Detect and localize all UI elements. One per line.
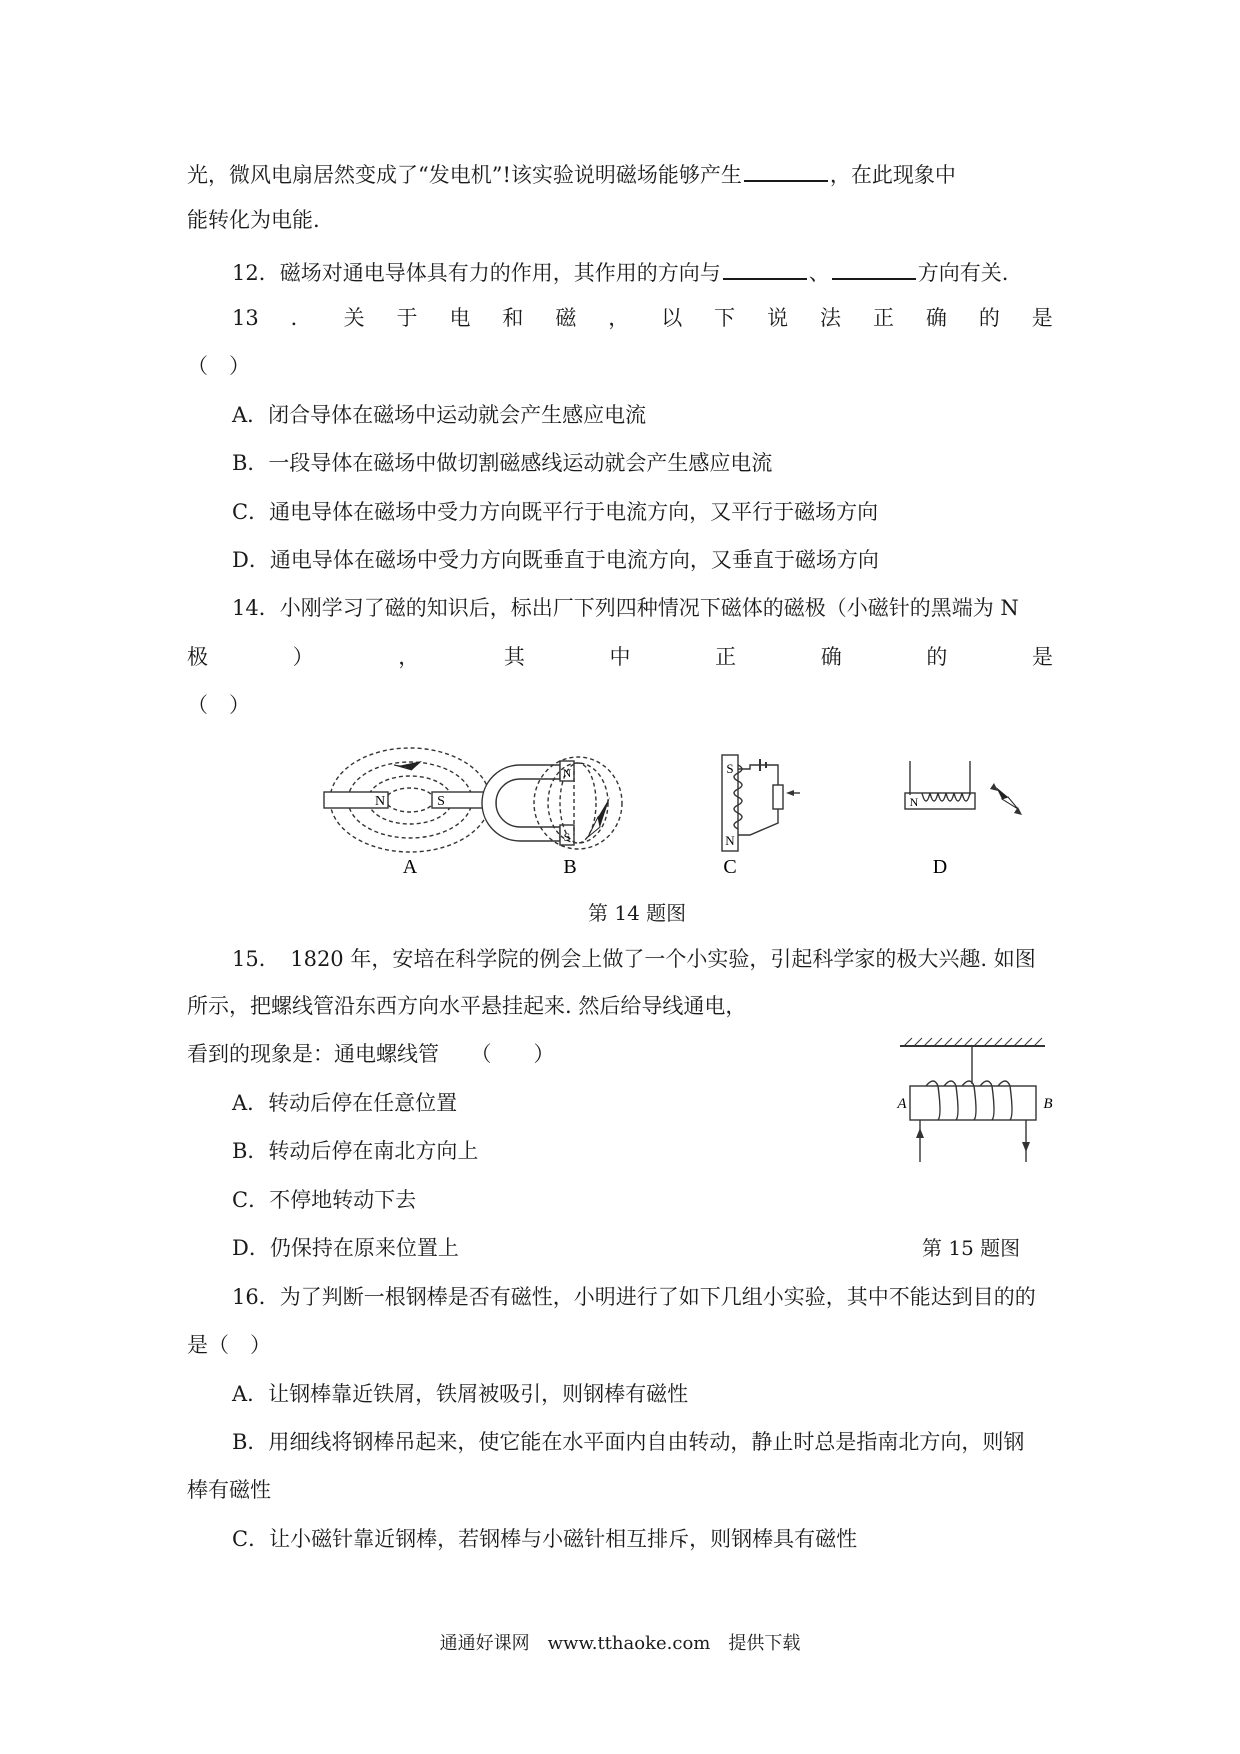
q14-char: 中 [609,645,631,669]
q16-option-a: A．让钢棒靠近铁屑，铁屑被吸引，则钢棒有磁性 [232,1382,689,1406]
q16-option-b: B．用细线将钢棒吊起来，使它能在水平面内自由转动，静止时总是指南北方向，则钢 [232,1430,1025,1454]
q13-char: 正 [872,306,894,330]
q13-char: 法 [820,306,842,330]
q12-blank-2 [832,256,916,280]
q14-line-2 [187,642,1053,672]
d-pole-n: N [909,795,919,809]
q15-figure [880,1030,1070,1170]
q15-option-d: D．仍保持在原来位置上 [232,1236,459,1260]
fig-label-d: D [932,856,948,878]
q13-char: ， [608,306,630,330]
a-pole-s: S [437,794,445,809]
q13-char: 说 [767,306,789,330]
b-pole-s: S [563,830,571,844]
c-pole-n: N [725,833,735,848]
q13-char: 和 [502,306,524,330]
q13-char: 确 [925,306,947,330]
q13-option-c: C．通电导体在磁场中受力方向既平行于电流方向，又平行于磁场方向 [232,500,879,524]
q11-text-b: ，在此现象中 [829,163,956,187]
q14-char: 其 [503,645,525,669]
q14-char: ） [292,645,314,669]
fig-label-b: B [563,856,577,878]
q15-option-a: A．转动后停在任意位置 [232,1091,458,1115]
q15-line-2: 所示，把螺线管沿东西方向水平悬挂起来. 然后给导线通电， [187,994,747,1018]
q15-line-3: 看到的现象是：通电螺线管 （ ） [187,1042,555,1066]
a-pole-n: N [374,794,386,809]
q15-caption: 第 15 题图 [922,1236,1021,1260]
q14-char: 极 [187,645,208,669]
q11-line-1 [187,158,1053,190]
q12-text-b: 、 [808,261,830,285]
q13-char: 以 [661,306,683,330]
q14-char: 是 [1032,645,1053,669]
q15-option-c: C．不停地转动下去 [232,1188,417,1212]
b-pole-n: N [562,766,572,780]
q13-option-a: A．闭合导体在磁场中运动就会产生感应电流 [232,403,647,427]
q15-option-b: B．转动后停在南北方向上 [232,1139,479,1163]
q12-blank-1 [723,256,807,280]
c-pole-s: S [726,761,734,776]
q16-option-c: C．让小磁针靠近钢棒，若钢棒与小磁针相互排斥，则钢棒具有磁性 [232,1527,858,1551]
q13-option-b: B．一段导体在磁场中做切割磁感线运动就会产生感应电流 [232,451,773,475]
q16-line-2: 是（ ） [187,1333,271,1357]
q16-line-1: 16．为了判断一根钢棒是否有磁性，小明进行了如下几组小实验，其中不能达到目的的 [232,1285,1036,1309]
q12-text-a: 12．磁场对通电导体具有力的作用，其作用的方向与 [232,261,721,285]
q14-char: 正 [715,645,737,669]
q13-char: 电 [449,306,471,330]
q11-blank [744,158,828,182]
q15-line-1: 15． 1820 年，安培在科学院的例会上做了一个小实验，引起科学家的极大兴趣. 如图 [232,947,1036,971]
q14-paren: （ ） [187,693,250,717]
q14-caption: 第 14 题图 [588,901,687,925]
q14-line-1: 14．小刚学习了磁的知识后，标出厂下列四种情况下磁体的磁极（小磁针的黑端为 N [232,596,1019,620]
q14-char: 的 [926,645,948,669]
q13-char: 的 [978,306,1000,330]
q13-char: ． [290,306,312,330]
q11-line-2: 能转化为电能. [187,208,320,232]
q14-figure [310,735,1030,885]
q14-char: 确 [820,645,842,669]
q12-line [232,256,1053,288]
q12-text-c: 方向有关. [917,261,1009,285]
q13-char: 下 [714,306,736,330]
q15-fig-label-a: A [897,1096,907,1112]
q13-option-d: D．通电导体在磁场中受力方向既垂直于电流方向，又垂直于磁场方向 [232,548,879,572]
figure-a [324,748,496,852]
q13-char: 磁 [555,306,577,330]
q13-char: 于 [396,306,418,330]
q15-fig-label-b: B [1043,1096,1053,1112]
figure-d [905,761,1022,815]
fig-label-c: C [723,856,737,878]
q14-char: ， [398,645,420,669]
fig-label-a: A [402,856,418,878]
q16-option-b-cont: 棒有磁性 [187,1478,271,1502]
q13-char: 是 [1031,306,1053,330]
q11-text-a: 光，微风电扇居然变成了“发电机”!该实验说明磁场能够产生 [187,163,742,187]
q13-char: 13 [232,306,259,330]
page-footer: 通通好课网 www.tthaoke.com 提供下载 [439,1633,801,1654]
q13-paren: （ ） [187,354,250,378]
q13-char: 关 [343,306,365,330]
q13-stem [232,303,1053,333]
figure-b [482,757,622,849]
